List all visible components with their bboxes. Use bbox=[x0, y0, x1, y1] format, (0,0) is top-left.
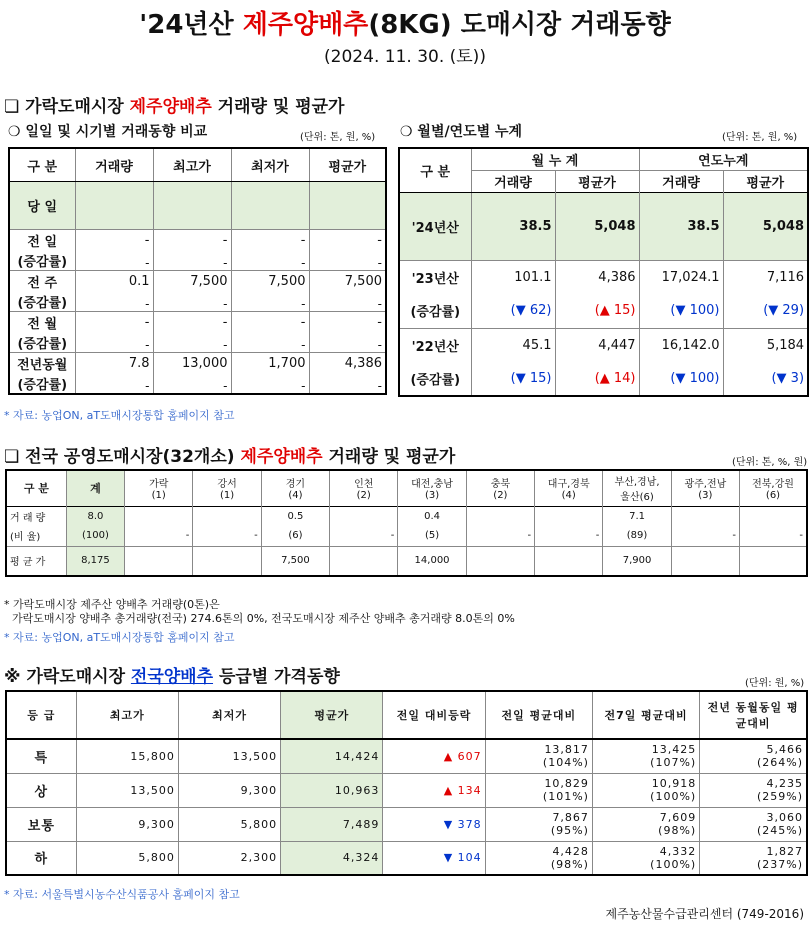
prev-week-value: 7,609 bbox=[659, 811, 697, 824]
change-cell: ▲ 607 bbox=[383, 739, 485, 773]
prev-month-pct-row bbox=[9, 332, 386, 353]
market-header bbox=[740, 470, 807, 506]
header-cell: 최저가 bbox=[178, 691, 280, 739]
price-cell bbox=[740, 546, 807, 576]
ratio-cell: - bbox=[466, 526, 534, 546]
footer-credit: 제주농산물수급관리센터 (749-2016) bbox=[605, 907, 804, 921]
value-cell: - bbox=[75, 312, 153, 333]
price-cell bbox=[330, 546, 398, 576]
sub-header-cell: 평균가 bbox=[723, 170, 808, 192]
market-name: 전북,강원 bbox=[752, 479, 794, 491]
prev-day-pct: (95%) bbox=[550, 824, 589, 837]
prev-week-pct-row bbox=[9, 291, 386, 312]
pct-cell: - bbox=[75, 250, 153, 271]
today-cell bbox=[309, 182, 386, 230]
pct-cell: - bbox=[153, 373, 231, 394]
prev-year-pct-row bbox=[9, 373, 386, 394]
price-cell: 7,900 bbox=[603, 546, 671, 576]
market-header bbox=[193, 470, 261, 506]
value-cell: 45.1 bbox=[471, 328, 555, 362]
grade-row-special bbox=[6, 739, 807, 773]
row-sublabel: (증감률) bbox=[9, 291, 75, 312]
cumulative-label-header: 구 분 bbox=[399, 148, 471, 192]
grade-label: 보통 bbox=[6, 807, 76, 841]
ratio-cell: - bbox=[125, 526, 193, 546]
prev-year-cell bbox=[700, 841, 807, 875]
market-header bbox=[671, 470, 739, 506]
value-cell: - bbox=[231, 312, 309, 333]
prev-day-pct-row bbox=[9, 250, 386, 271]
value-cell: - bbox=[153, 230, 231, 251]
change-cell: ▼ 378 bbox=[383, 807, 485, 841]
header-cell: 최고가 bbox=[76, 691, 178, 739]
page-title bbox=[0, 4, 810, 41]
section2-title-suffix: 거래량 및 평균가 bbox=[322, 447, 456, 467]
prev-year-value: 4,235 bbox=[766, 777, 803, 790]
current-value-cell: 38.5 bbox=[471, 192, 555, 260]
max-price-cell: 15,800 bbox=[76, 739, 178, 773]
volume-cell bbox=[466, 506, 534, 526]
volume-cell: 0.5 bbox=[261, 506, 329, 526]
value-cell: 13,000 bbox=[153, 353, 231, 374]
volume-cell bbox=[740, 506, 807, 526]
prev-month-row bbox=[9, 312, 386, 333]
value-cell: - bbox=[309, 230, 386, 251]
min-price-cell: 2,300 bbox=[178, 841, 280, 875]
change-cell: (▲ 15) bbox=[555, 294, 639, 328]
market-count: (1) bbox=[219, 490, 235, 502]
market-name: 부산,경남, bbox=[614, 477, 660, 489]
price-cell bbox=[466, 546, 534, 576]
avg-price-cell: 10,963 bbox=[281, 773, 383, 807]
year-23-row bbox=[399, 260, 808, 294]
section2-source: * 자료: 농업ON, aT도매시장통합 홈페이지 참고 bbox=[4, 631, 235, 644]
pct-cell: - bbox=[231, 332, 309, 353]
sub-header-cell: 거래량 bbox=[639, 170, 723, 192]
year-22-row bbox=[399, 328, 808, 362]
section3-source: * 자료: 서울특별시농수산식품공사 홈페이지 참고 bbox=[4, 888, 240, 901]
ratio-row bbox=[6, 526, 807, 546]
prev-year-value: 1,827 bbox=[766, 844, 803, 858]
national-header-row bbox=[6, 470, 807, 506]
prev-year-cell bbox=[700, 739, 807, 773]
header-cell: 거래량 bbox=[75, 148, 153, 182]
max-price-cell: 5,800 bbox=[76, 841, 178, 875]
section2-title-product: 제주양배추 bbox=[240, 447, 323, 467]
today-label: 당 일 bbox=[9, 182, 75, 230]
market-name: 대구,경북 bbox=[547, 479, 590, 491]
pct-cell: - bbox=[231, 291, 309, 312]
avg-price-cell: 4,324 bbox=[281, 841, 383, 875]
daily-comparison-table bbox=[8, 147, 387, 395]
pct-cell: - bbox=[75, 332, 153, 353]
prev-day-pct: (98%) bbox=[550, 857, 589, 871]
prev-day-value: 4,428 bbox=[552, 844, 589, 858]
today-cell bbox=[75, 182, 153, 230]
market-header bbox=[398, 470, 466, 506]
prev-day-cell bbox=[485, 739, 592, 773]
volume-cell bbox=[535, 506, 603, 526]
ratio-cell: (100) bbox=[66, 526, 124, 546]
market-header bbox=[125, 470, 193, 506]
market-name: 인천 bbox=[354, 479, 374, 491]
price-cell: 7,500 bbox=[261, 546, 329, 576]
prev-week-pct: (100%) bbox=[650, 857, 697, 871]
price-cell bbox=[193, 546, 261, 576]
report-date: (2024. 11. 30. (토)) bbox=[324, 47, 486, 67]
ratio-cell: - bbox=[330, 526, 398, 546]
prev-day-cell bbox=[485, 807, 592, 841]
pct-cell: - bbox=[75, 291, 153, 312]
market-header bbox=[535, 470, 603, 506]
prev-year-pct: (237%) bbox=[756, 857, 803, 871]
prev-year-value: 5,466 bbox=[766, 743, 803, 757]
current-year-row bbox=[399, 192, 808, 260]
header-cell: 평균가 bbox=[281, 691, 383, 739]
prev-year-pct: (264%) bbox=[756, 756, 803, 770]
value-cell: 7.8 bbox=[75, 353, 153, 374]
market-name: 강서 bbox=[217, 479, 237, 491]
prev-week-cell bbox=[592, 739, 699, 773]
today-row bbox=[9, 182, 386, 230]
market-count: (1) bbox=[151, 490, 166, 502]
value-cell: 5,184 bbox=[723, 328, 808, 362]
prev-day-pct: (104%) bbox=[542, 756, 589, 770]
ratio-cell: (5) bbox=[398, 526, 466, 546]
market-count: (6) bbox=[765, 490, 781, 502]
prev-year-pct: (245%) bbox=[756, 824, 803, 837]
section2-title-prefix: 전국 공영도매시장(32개소) bbox=[25, 447, 241, 467]
prev-week-row bbox=[9, 271, 386, 292]
avg-price-cell: 7,489 bbox=[281, 807, 383, 841]
current-value-cell: 38.5 bbox=[639, 192, 723, 260]
prev-day-value: 13,817 bbox=[544, 743, 589, 757]
row-sublabel: (증감률) bbox=[9, 332, 75, 353]
prev-day-row bbox=[9, 230, 386, 251]
section3-title-suffix: 등급별 가격동향 bbox=[213, 667, 340, 687]
grade-label: 특 bbox=[6, 739, 76, 773]
value-cell: - bbox=[231, 230, 309, 251]
grade-header-row bbox=[6, 691, 807, 739]
volume-cell bbox=[125, 506, 193, 526]
market-header bbox=[330, 470, 398, 506]
sub-header-cell: 거래량 bbox=[471, 170, 555, 192]
max-price-cell: 9,300 bbox=[76, 807, 178, 841]
ratio-cell: - bbox=[193, 526, 261, 546]
current-value-cell: 5,048 bbox=[723, 192, 808, 260]
value-cell: 17,024.1 bbox=[639, 260, 723, 294]
prev-year-value: 3,060 bbox=[766, 811, 803, 824]
value-cell: 0.1 bbox=[75, 271, 153, 292]
header-cell: 전일 대비등락 bbox=[383, 691, 485, 739]
market-name: 경기 bbox=[285, 479, 306, 491]
row-label: 평 균 가 bbox=[6, 546, 66, 576]
value-cell: 16,142.0 bbox=[639, 328, 723, 362]
market-name: 대전,충남 bbox=[411, 479, 453, 491]
row-sublabel: (증감률) bbox=[399, 362, 471, 396]
value-cell: 4,447 bbox=[555, 328, 639, 362]
section2-note1: * 가락도매시장 제주산 양배추 거래량(0톤)은 bbox=[4, 598, 220, 611]
change-cell: (▼ 62) bbox=[471, 294, 555, 328]
prev-week-value: 13,425 bbox=[651, 743, 697, 757]
pct-cell: - bbox=[309, 373, 386, 394]
row-label: 전 주 bbox=[9, 271, 75, 292]
grade-row-normal bbox=[6, 807, 807, 841]
sub-header-cell: 평균가 bbox=[555, 170, 639, 192]
row-label: 전 일 bbox=[9, 230, 75, 251]
section2-title bbox=[4, 442, 455, 467]
prev-week-cell bbox=[592, 773, 699, 807]
section3-title bbox=[4, 662, 340, 687]
max-price-cell: 13,500 bbox=[76, 773, 178, 807]
section2-note2: 가락도매시장 양배추 총거래량(전국) 274.6톤의 0%, 전국도매시장 제주산 양배추 총거래량 8.0톤의 0% bbox=[12, 612, 515, 625]
market-header bbox=[261, 470, 329, 506]
section3-title-prefix: 가락도매시장 bbox=[26, 667, 131, 687]
pct-cell: - bbox=[153, 291, 231, 312]
volume-cell: 0.4 bbox=[398, 506, 466, 526]
prev-year-pct: (259%) bbox=[756, 790, 803, 803]
current-value-cell: 5,048 bbox=[555, 192, 639, 260]
year-22-pct-row bbox=[399, 362, 808, 396]
prev-week-cell bbox=[592, 807, 699, 841]
daily-header-row bbox=[9, 148, 386, 182]
row-sublabel: (증감률) bbox=[9, 373, 75, 394]
header-cell: 전년 동월동일 평균대비 bbox=[700, 691, 807, 739]
min-price-cell: 9,300 bbox=[178, 773, 280, 807]
prev-day-value: 7,867 bbox=[552, 811, 589, 824]
month-group-header: 월 누 계 bbox=[471, 148, 639, 170]
value-cell: 101.1 bbox=[471, 260, 555, 294]
header-cell: 전7일 평균대비 bbox=[592, 691, 699, 739]
min-price-cell: 13,500 bbox=[178, 739, 280, 773]
market-count: (3) bbox=[424, 490, 440, 502]
value-cell: 4,386 bbox=[309, 353, 386, 374]
section2-bullet: ❏ bbox=[4, 447, 20, 467]
prev-week-cell bbox=[592, 841, 699, 875]
header-cell: 최저가 bbox=[231, 148, 309, 182]
total-header: 계 bbox=[66, 470, 124, 506]
volume-cell bbox=[193, 506, 261, 526]
pct-cell: - bbox=[231, 373, 309, 394]
market-name: 광주,전남 bbox=[684, 479, 727, 491]
row-label: 전 월 bbox=[9, 312, 75, 333]
prev-day-cell bbox=[485, 773, 592, 807]
ratio-cell: (89) bbox=[603, 526, 671, 546]
value-cell: 7,116 bbox=[723, 260, 808, 294]
title-prefix: '24년산 bbox=[139, 10, 243, 40]
section1-title-prefix: 가락도매시장 bbox=[25, 97, 130, 117]
volume-cell: 8.0 bbox=[66, 506, 124, 526]
header-cell: 구 분 bbox=[9, 148, 75, 182]
prev-week-pct: (100%) bbox=[650, 790, 697, 803]
header-cell: 전일 평균대비 bbox=[485, 691, 592, 739]
grade-label: 하 bbox=[6, 841, 76, 875]
volume-cell bbox=[330, 506, 398, 526]
change-cell: (▼ 100) bbox=[639, 294, 723, 328]
min-price-cell: 5,800 bbox=[178, 807, 280, 841]
price-cell: 14,000 bbox=[398, 546, 466, 576]
market-count: 울산(6) bbox=[620, 492, 654, 504]
value-cell: - bbox=[309, 312, 386, 333]
section2-unit: (단위: 톤, %, 원) bbox=[732, 457, 808, 468]
row-label: 거 래 량 bbox=[6, 506, 66, 526]
header-cell: 평균가 bbox=[309, 148, 386, 182]
cumulative-group-row bbox=[399, 148, 808, 170]
avg-price-cell: 14,424 bbox=[281, 739, 383, 773]
pct-cell: - bbox=[309, 250, 386, 271]
change-cell: ▲ 134 bbox=[383, 773, 485, 807]
prev-day-cell bbox=[485, 841, 592, 875]
market-count: (4) bbox=[288, 490, 303, 502]
prev-year-row bbox=[9, 353, 386, 374]
year-23-pct-row bbox=[399, 294, 808, 328]
value-cell: 1,700 bbox=[231, 353, 309, 374]
volume-row bbox=[6, 506, 807, 526]
ratio-cell: - bbox=[535, 526, 603, 546]
change-cell: (▼ 29) bbox=[723, 294, 808, 328]
market-count: (2) bbox=[493, 490, 508, 502]
pct-cell: - bbox=[153, 250, 231, 271]
value-cell: - bbox=[75, 230, 153, 251]
grade-label: 상 bbox=[6, 773, 76, 807]
section1-title bbox=[4, 92, 344, 117]
current-year-label: '24년산 bbox=[399, 192, 471, 260]
value-cell: 7,500 bbox=[153, 271, 231, 292]
volume-cell: 7.1 bbox=[603, 506, 671, 526]
market-count: (4) bbox=[561, 490, 576, 502]
title-product: 제주양배추 bbox=[242, 10, 369, 40]
price-cell bbox=[125, 546, 193, 576]
cumulative-table bbox=[398, 147, 809, 397]
ratio-cell: - bbox=[740, 526, 807, 546]
market-header bbox=[603, 470, 671, 506]
section3-bullet: ※ bbox=[4, 667, 21, 687]
row-label: 전년동월 bbox=[9, 353, 75, 374]
volume-cell bbox=[671, 506, 739, 526]
change-cell: (▼ 3) bbox=[723, 362, 808, 396]
pct-cell: - bbox=[309, 332, 386, 353]
change-cell: (▼ 15) bbox=[471, 362, 555, 396]
price-cell bbox=[535, 546, 603, 576]
section3-title-product: 전국양배추 bbox=[130, 667, 214, 687]
prev-day-pct: (101%) bbox=[542, 790, 589, 803]
row-label: (비 율) bbox=[6, 526, 66, 546]
header-cell: 등 급 bbox=[6, 691, 76, 739]
cumulative-subtitle: ❍ 월별/연도별 누계 bbox=[400, 124, 523, 140]
market-name: 충북 bbox=[490, 479, 511, 491]
change-cell: (▼ 100) bbox=[639, 362, 723, 396]
row-label: '23년산 bbox=[399, 260, 471, 294]
section1-title-product: 제주양배추 bbox=[129, 97, 212, 117]
title-suffix: (8KG) 도매시장 거래동향 bbox=[368, 10, 671, 40]
grade-row-low bbox=[6, 841, 807, 875]
daily-subtitle: ❍ 일일 및 시기별 거래동향 비교 bbox=[8, 124, 208, 140]
today-cell bbox=[153, 182, 231, 230]
value-cell: 7,500 bbox=[231, 271, 309, 292]
change-cell: ▼ 104 bbox=[383, 841, 485, 875]
section3-unit: (단위: 원, %) bbox=[745, 678, 805, 689]
grade-price-table bbox=[5, 690, 808, 876]
section1-bullet: ❏ bbox=[4, 97, 20, 117]
national-market-table bbox=[5, 469, 808, 577]
national-label-header: 구 분 bbox=[6, 470, 66, 506]
prev-year-cell bbox=[700, 773, 807, 807]
pct-cell: - bbox=[231, 250, 309, 271]
prev-week-pct: (98%) bbox=[658, 824, 697, 837]
prev-day-value: 10,829 bbox=[544, 777, 589, 790]
market-name: 가락 bbox=[149, 479, 169, 491]
row-sublabel: (증감률) bbox=[9, 250, 75, 271]
prev-week-value: 10,918 bbox=[651, 777, 697, 790]
ratio-cell: - bbox=[671, 526, 739, 546]
section1-title-suffix: 거래량 및 평균가 bbox=[211, 97, 345, 117]
price-row bbox=[6, 546, 807, 576]
section1-source: * 자료: 농업ON, aT도매시장통합 홈페이지 참고 bbox=[4, 409, 235, 422]
pct-cell: - bbox=[75, 373, 153, 394]
value-cell: 7,500 bbox=[309, 271, 386, 292]
market-header bbox=[466, 470, 534, 506]
cumulative-unit: (단위: 톤, 원, %) bbox=[722, 132, 798, 143]
pct-cell: - bbox=[309, 291, 386, 312]
ratio-cell: (6) bbox=[261, 526, 329, 546]
today-cell bbox=[231, 182, 309, 230]
prev-week-value: 4,332 bbox=[659, 844, 697, 858]
year-group-header: 연도누계 bbox=[639, 148, 808, 170]
row-label: '22년산 bbox=[399, 328, 471, 362]
market-count: (2) bbox=[356, 490, 371, 502]
pct-cell: - bbox=[153, 332, 231, 353]
market-count: (3) bbox=[698, 490, 713, 502]
row-sublabel: (증감률) bbox=[399, 294, 471, 328]
header-cell: 최고가 bbox=[153, 148, 231, 182]
daily-unit: (단위: 톤, 원, %) bbox=[300, 132, 376, 143]
value-cell: - bbox=[153, 312, 231, 333]
grade-row-high bbox=[6, 773, 807, 807]
price-cell bbox=[671, 546, 739, 576]
prev-year-cell bbox=[700, 807, 807, 841]
prev-week-pct: (107%) bbox=[650, 756, 697, 770]
change-cell: (▲ 14) bbox=[555, 362, 639, 396]
price-cell: 8,175 bbox=[66, 546, 124, 576]
value-cell: 4,386 bbox=[555, 260, 639, 294]
